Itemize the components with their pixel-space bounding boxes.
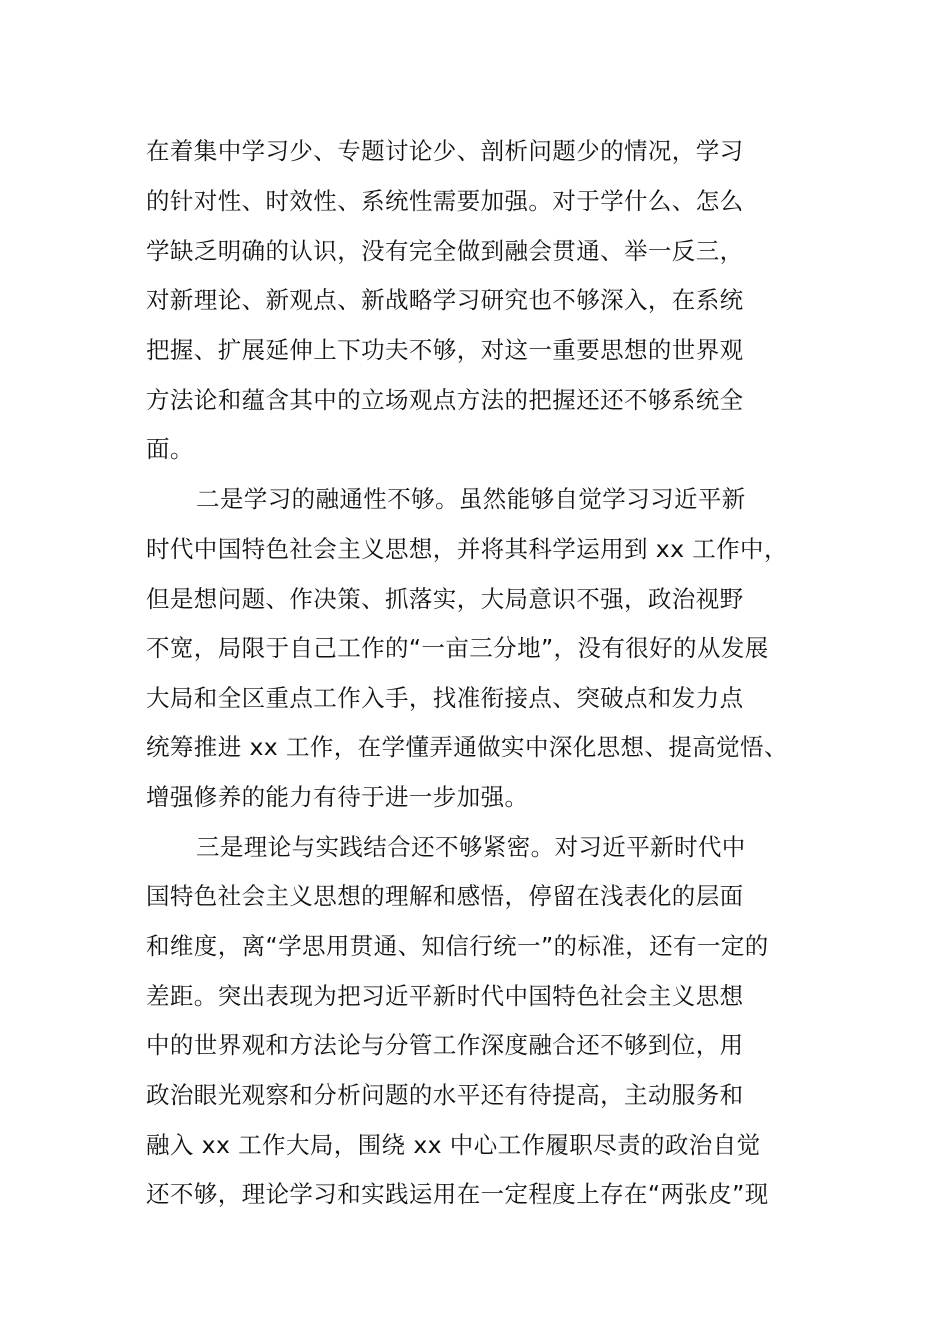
text-line: 统筹推进 xx 工作，在学懂弄通做实中深化思想、提高觉悟、 [146,733,788,761]
text-line: 融入 xx 工作大局，围绕 xx 中心工作履职尽责的政治自觉 [146,1131,761,1159]
text-line: 和维度，离“学思用贯通、知信行统一”的标准，还有一定的 [146,932,769,960]
paragraph-start-line: 三是理论与实践结合还不够紧密。对习近平新时代中 [196,833,746,861]
text-line: 中的世界观和方法论与分管工作深度融合还不够到位，用 [146,1031,744,1059]
text-line: 把握、扩展延伸上下功夫不够，对这一重要思想的世界观 [146,336,744,364]
paragraph-start-line: 二是学习的融通性不够。虽然能够自觉学习习近平新 [196,485,746,513]
text-line: 政治眼光观察和分析问题的水平还有待提高，主动服务和 [146,1081,744,1109]
text-line: 增强修养的能力有待于进一步加强。 [146,783,529,811]
text-line: 在着集中学习少、专题讨论少、剖析问题少的情况，学习 [146,137,744,165]
text-line: 面。 [146,435,194,463]
text-line: 但是想问题、作决策、抓落实，大局意识不强，政治视野 [146,585,744,613]
text-line: 不宽，局限于自己工作的“一亩三分地”，没有很好的从发展 [146,634,769,662]
text-line: 差距。突出表现为把习近平新时代中国特色社会主义思想 [146,982,744,1010]
text-line: 时代中国特色社会主义思想，并将其科学运用到 xx 工作中， [146,535,788,563]
text-line: 对新理论、新观点、新战略学习研究也不够深入，在系统 [146,286,744,314]
text-line: 方法论和蕴含其中的立场观点方法的把握还还不够系统全 [146,386,744,414]
text-line: 大局和全区重点工作入手，找准衔接点、突破点和发力点 [146,684,744,712]
text-line: 的针对性、时效性、系统性需要加强。对于学什么、怎么 [146,187,744,215]
text-line: 国特色社会主义思想的理解和感悟，停留在浅表化的层面 [146,882,744,910]
text-line: 学缺乏明确的认识，没有完全做到融会贯通、举一反三， [146,237,744,265]
text-line: 还不够，理论学习和实践运用在一定程度上存在“两张皮”现 [146,1180,769,1208]
